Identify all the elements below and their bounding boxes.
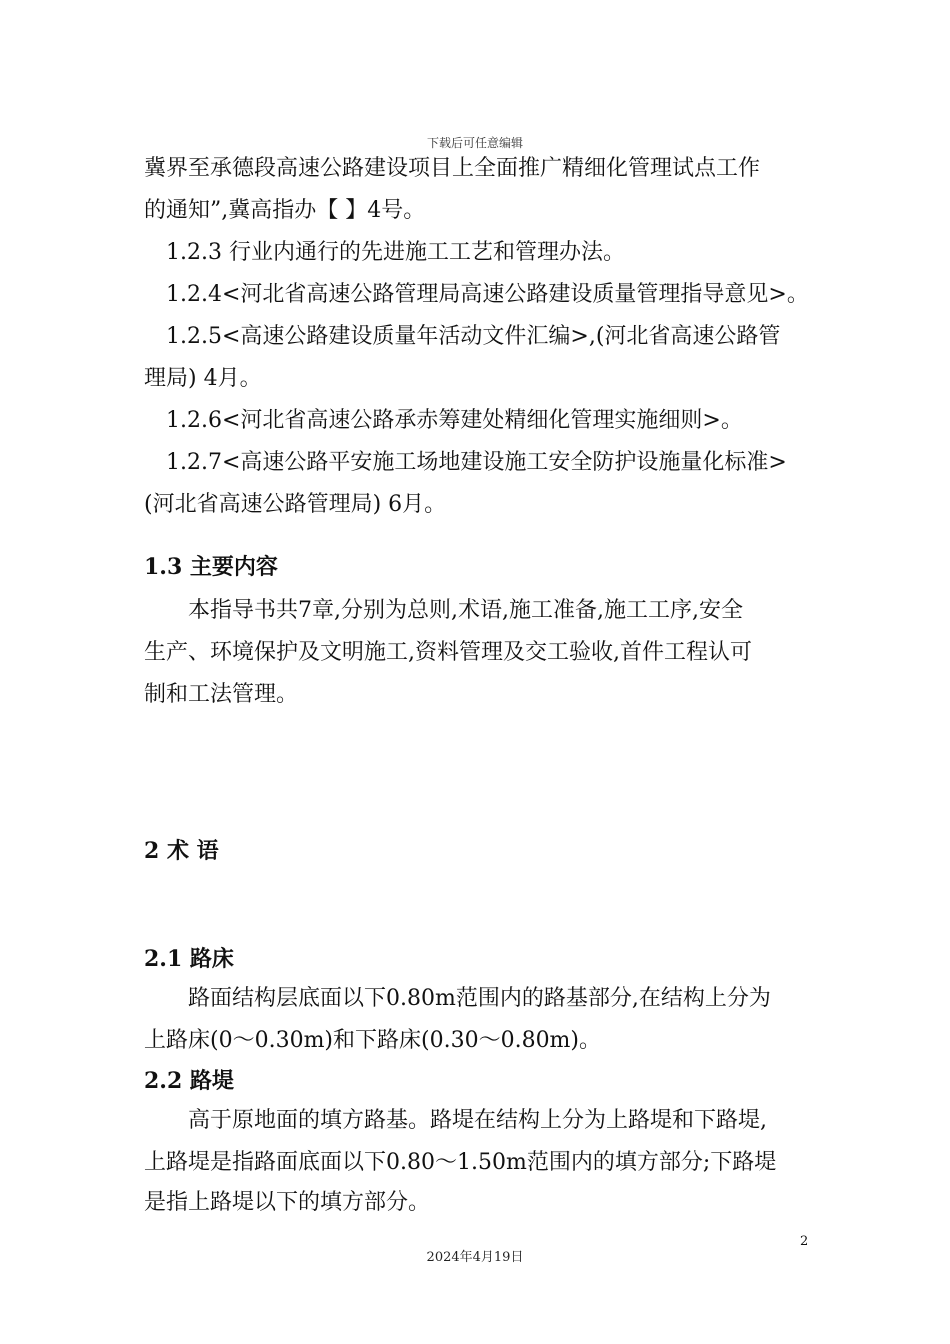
reference-item: 1.2.5<高速公路建设质量年活动文件汇编>,(河北省高速公路管 bbox=[166, 324, 781, 349]
paragraph-line: 路面结构层底面以下0.80m范围内的路基部分,在结构上分为 bbox=[188, 986, 771, 1011]
body-line: 冀界至承德段高速公路建设项目上全面推广精细化管理试点工作 bbox=[144, 156, 761, 181]
section-heading: 1.3 主要内容 bbox=[144, 554, 278, 580]
page-number: 2 bbox=[800, 1234, 809, 1249]
chapter-heading: 2 术 语 bbox=[144, 838, 219, 864]
paragraph-line: 上路床(0～0.30m)和下路床(0.30～0.80m)。 bbox=[144, 1028, 602, 1053]
reference-item: 1.2.3 行业内通行的先进施工工艺和管理办法。 bbox=[166, 240, 625, 265]
page-footer-date: 2024年4月19日 bbox=[426, 1250, 524, 1265]
paragraph-line: 本指导书共7章,分别为总则,术语,施工准备,施工工序,安全 bbox=[188, 598, 743, 623]
reference-item: 1.2.4<河北省高速公路管理局高速公路建设质量管理指导意见>。 bbox=[166, 282, 809, 307]
paragraph-line: 高于原地面的填方路基。路堤在结构上分为上路堤和下路堤, bbox=[188, 1108, 767, 1133]
paragraph-line: 生产、环境保护及文明施工,资料管理及交工验收,首件工程认可 bbox=[144, 640, 752, 665]
section-heading: 2.1 路床 bbox=[144, 946, 234, 972]
reference-item: 1.2.6<河北省高速公路承赤筹建处精细化管理实施细则>。 bbox=[166, 408, 743, 433]
paragraph-line: 是指上路堤以下的填方部分。 bbox=[144, 1190, 431, 1215]
reference-item: 1.2.7<高速公路平安施工场地建设施工安全防护设施量化标准> bbox=[166, 450, 787, 475]
body-line: 的通知”,冀高指办【 】4号。 bbox=[144, 198, 426, 223]
body-line: 理局) 4月。 bbox=[144, 366, 262, 391]
body-line: (河北省高速公路管理局) 6月。 bbox=[144, 492, 447, 517]
page-header: 下载后可任意编辑 bbox=[426, 136, 523, 150]
paragraph-line: 制和工法管理。 bbox=[144, 682, 299, 707]
section-heading: 2.2 路堤 bbox=[144, 1068, 234, 1094]
paragraph-line: 上路堤是指路面底面以下0.80～1.50m范围内的填方部分;下路堤 bbox=[144, 1150, 777, 1175]
